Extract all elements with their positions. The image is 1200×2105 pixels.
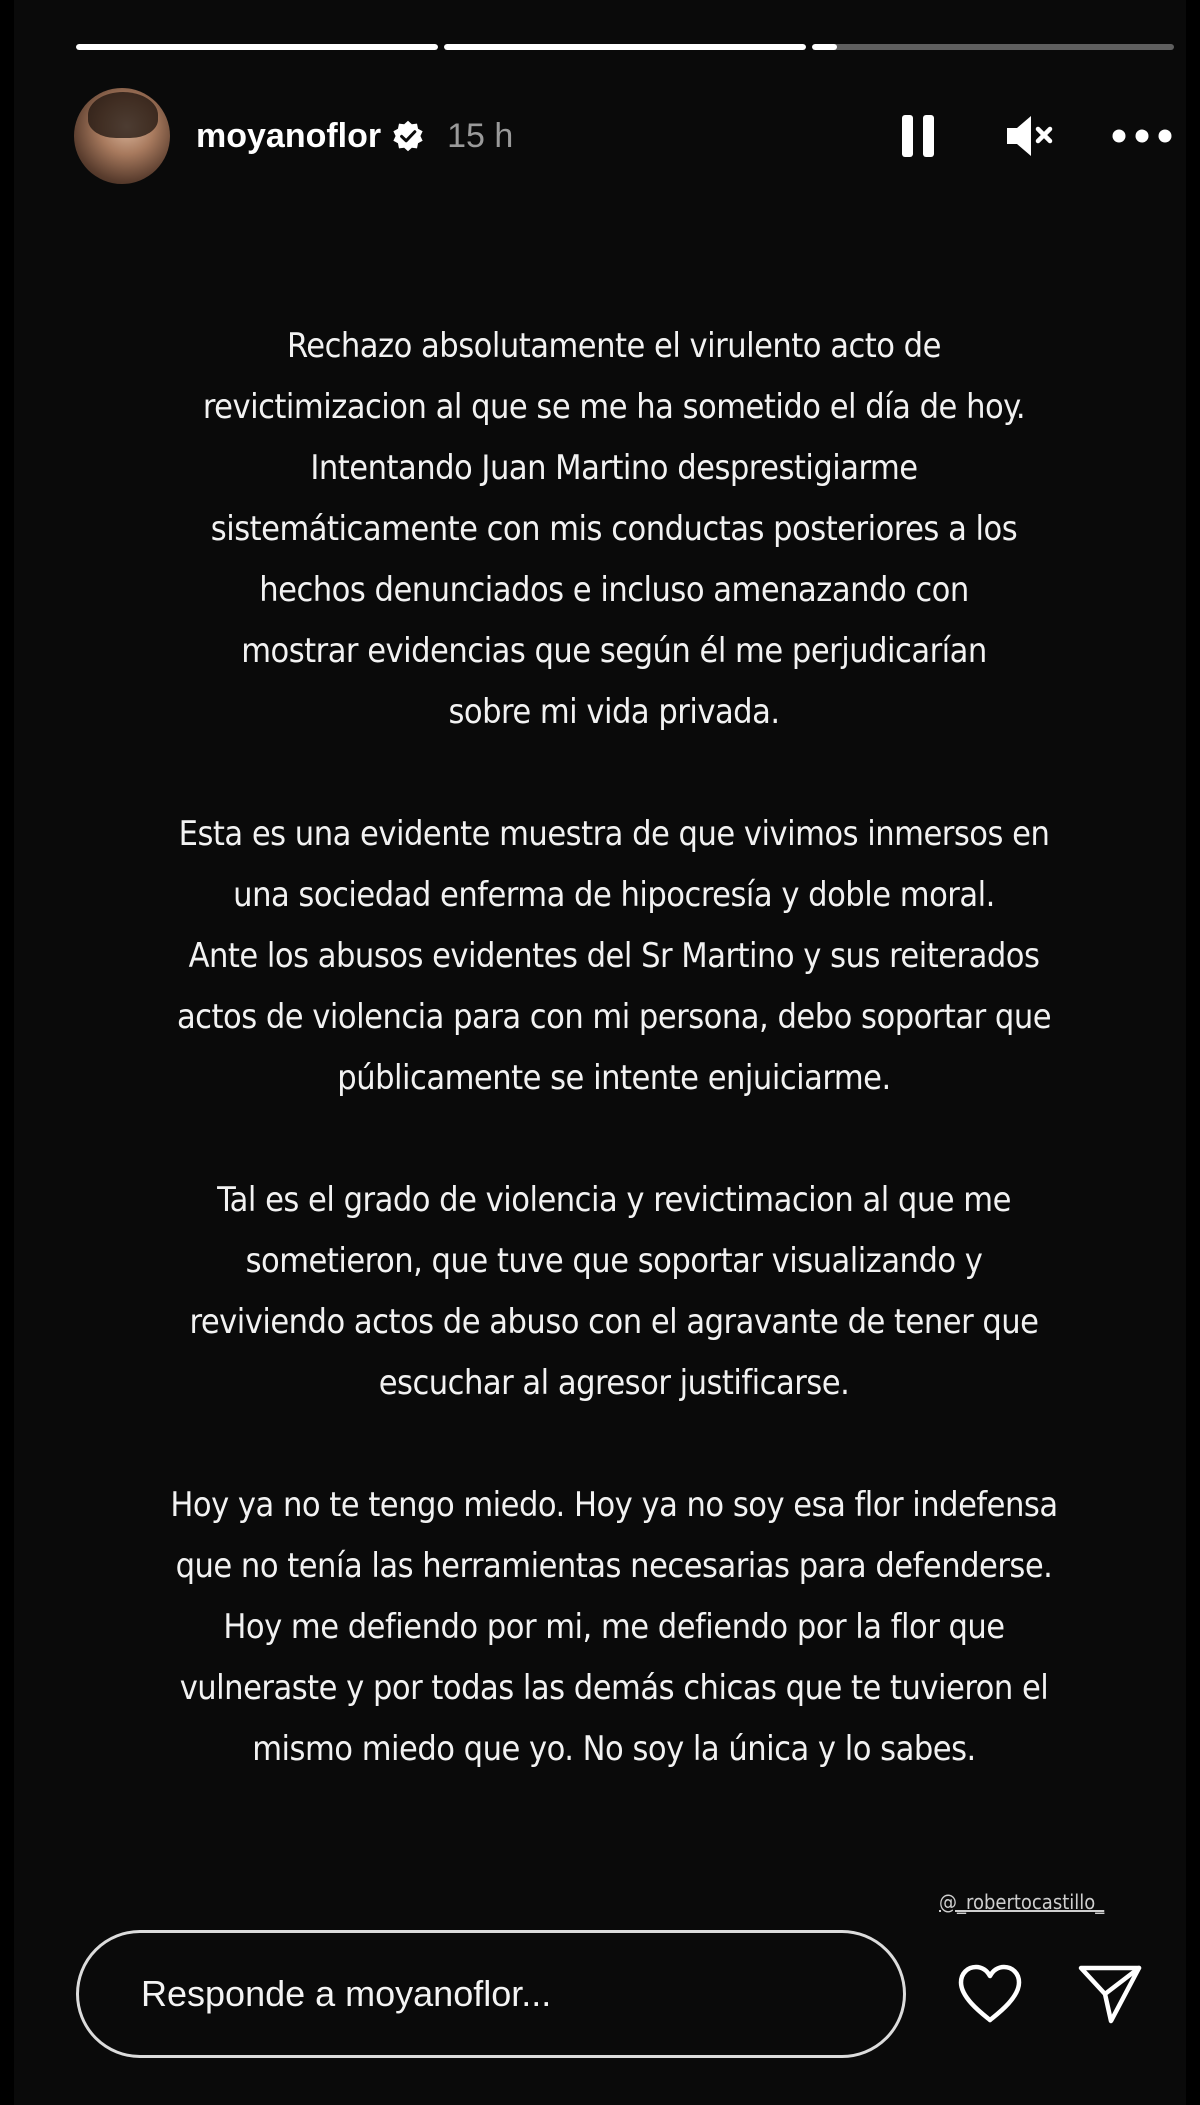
- more-options-button[interactable]: [1112, 106, 1172, 166]
- story-paragraph: Esta es una evidente muestra de que vivimos inmersos en una sociedad enferma de hipocresía y doble moral. Ante los abusos evidentes del Sr Martino y sus reiterados actos de violencia para con mi persona, debo soportar que públicamente se intente enjuiciarme.: [176, 814, 1052, 1098]
- more-options-icon: [1112, 129, 1172, 143]
- pause-icon: [900, 113, 936, 159]
- story-header: [74, 88, 1172, 184]
- send-button[interactable]: [1074, 1958, 1146, 2030]
- reply-input[interactable]: [76, 1930, 906, 2058]
- story-text-content: [94, 316, 1134, 1841]
- like-button[interactable]: [954, 1958, 1026, 2030]
- story-paragraph: Hoy ya no te tengo miedo. Hoy ya no soy esa flor indefensa que no tenía las herramientas necesarias para defenderse. Hoy me defiendo por mi, me defiendo por la flor que vulneraste y por todas las demás chicas que te tuvieron el mismo miedo que yo. No soy la única y lo sabes.: [170, 1485, 1058, 1769]
- story-timestamp: 15 h: [447, 116, 514, 155]
- send-icon: [1077, 1963, 1143, 2025]
- story-controls: [888, 106, 1172, 166]
- username[interactable]: moyanoflor: [196, 116, 382, 155]
- story-paragraph: Rechazo absolutamente el virulento acto de revictimizacion al que se me ha sometido el día de hoy. Intentando Juan Martino desprestigiarme sistemáticamente con mis conductas posteriores a los hechos denunciados e incluso amenazando con mostrar evidencias que según él me perjudicarían sobre mi vida privada.: [202, 326, 1026, 732]
- reply-actions: [954, 1958, 1146, 2030]
- story-paragraph: Tal es el grado de violencia y revictimacion al que me sometieron, que tuve que soportar visualizando y reviviendo actos de abuso con el agravante de tener que escuchar al agresor justificarse.: [189, 1180, 1039, 1403]
- progress-segment: [76, 44, 438, 50]
- story-viewer: [14, 0, 1186, 2105]
- muted-speaker-icon: [1005, 113, 1055, 159]
- avatar[interactable]: [74, 88, 170, 184]
- verified-badge-icon: [391, 119, 425, 153]
- story-progress-bar: [76, 44, 1174, 50]
- reply-placeholder: Responde a moyanoflor...: [141, 1973, 552, 2014]
- progress-segment: [444, 44, 806, 50]
- photo-credit-mention[interactable]: @_robertocastillo_: [939, 1890, 1105, 1914]
- pause-button[interactable]: [888, 106, 948, 166]
- heart-icon: [956, 1963, 1024, 2025]
- mute-button[interactable]: [1000, 106, 1060, 166]
- progress-segment: [812, 44, 1174, 50]
